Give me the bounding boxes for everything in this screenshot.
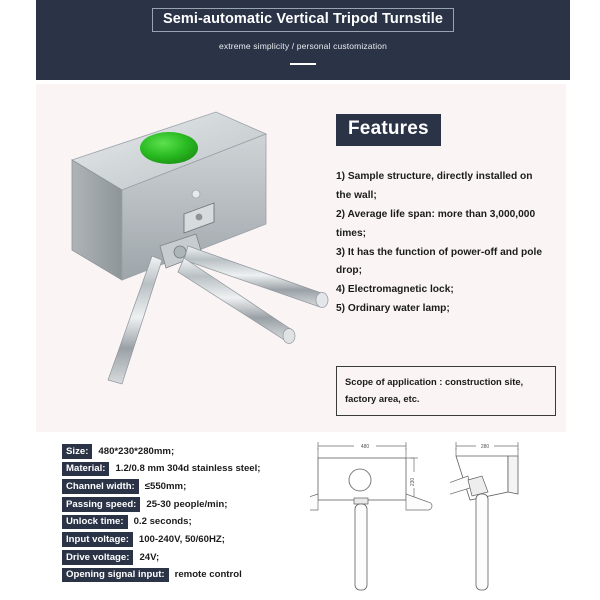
title-box bbox=[152, 8, 454, 32]
spec-label: Unlock time: bbox=[62, 515, 128, 530]
reader-icon bbox=[196, 214, 203, 221]
spec-label: Channel width: bbox=[62, 479, 139, 494]
features-heading: Features bbox=[336, 114, 441, 146]
spec-row bbox=[62, 479, 312, 494]
feature-line: drop; bbox=[336, 265, 363, 277]
feature-line: 5) Ordinary water lamp; bbox=[336, 303, 450, 315]
status-led bbox=[192, 190, 200, 198]
spec-value: 0.2 seconds; bbox=[133, 516, 192, 528]
hub-bolt bbox=[174, 246, 186, 258]
features-list bbox=[336, 168, 552, 319]
front-height-dimension: 230 bbox=[410, 477, 416, 487]
spec-value: remote control bbox=[174, 569, 242, 581]
product-illustration bbox=[56, 98, 346, 388]
spec-row bbox=[62, 568, 312, 583]
side-width-dimension: 280 bbox=[480, 444, 490, 450]
side-view-drawing bbox=[450, 436, 600, 600]
content-panel bbox=[36, 84, 566, 432]
feature-line: times; bbox=[336, 227, 367, 239]
scope-line: Scope of application : construction site, bbox=[345, 376, 524, 387]
feature-line: 3) It has the function of power-off and pole bbox=[336, 246, 543, 258]
page-subtitle: extreme simplicity / personal customization bbox=[218, 41, 387, 51]
spec-label: Drive voltage: bbox=[62, 550, 133, 565]
page-header bbox=[36, 0, 570, 80]
spec-label: Opening signal input: bbox=[62, 568, 169, 583]
spec-row bbox=[62, 444, 312, 459]
product-image bbox=[56, 98, 346, 388]
feature-line: 4) Electromagnetic lock; bbox=[336, 284, 454, 296]
spec-value: ≤550mm; bbox=[144, 480, 187, 492]
spec-value: 480*230*280mm; bbox=[98, 445, 175, 457]
scope-of-application-box bbox=[336, 366, 556, 416]
features-section bbox=[336, 114, 552, 319]
specifications-list bbox=[62, 444, 312, 586]
spec-row bbox=[62, 462, 312, 477]
spec-label: Material: bbox=[62, 462, 109, 477]
spec-value: 24V; bbox=[139, 551, 160, 563]
spec-value: 100-240V, 50/60HZ; bbox=[138, 533, 225, 545]
scope-line: factory area, etc. bbox=[345, 393, 420, 405]
feature-line: 2) Average life span: more than 3,000,000 bbox=[336, 208, 536, 220]
header-divider bbox=[290, 63, 316, 65]
front-width-dimension: 480 bbox=[360, 444, 370, 450]
spec-label: Input voltage: bbox=[62, 532, 133, 547]
green-indicator-light bbox=[140, 132, 198, 164]
spec-value: 1.2/0.8 mm 304d stainless steel; bbox=[115, 463, 261, 475]
page-title: Semi-automatic Vertical Tripod Turnstile bbox=[162, 11, 444, 27]
spec-label: Size: bbox=[62, 444, 92, 459]
feature-line: the wall; bbox=[336, 189, 377, 201]
spec-value: 25-30 people/min; bbox=[146, 498, 228, 510]
spec-row bbox=[62, 497, 312, 512]
front-view-drawing bbox=[310, 436, 450, 600]
technical-drawings bbox=[300, 436, 600, 600]
spec-row bbox=[62, 515, 312, 530]
spec-row bbox=[62, 550, 312, 565]
spec-label: Passing speed: bbox=[62, 497, 140, 512]
feature-line: 1) Sample structure, directly installed on bbox=[336, 171, 533, 182]
spec-row bbox=[62, 532, 312, 547]
